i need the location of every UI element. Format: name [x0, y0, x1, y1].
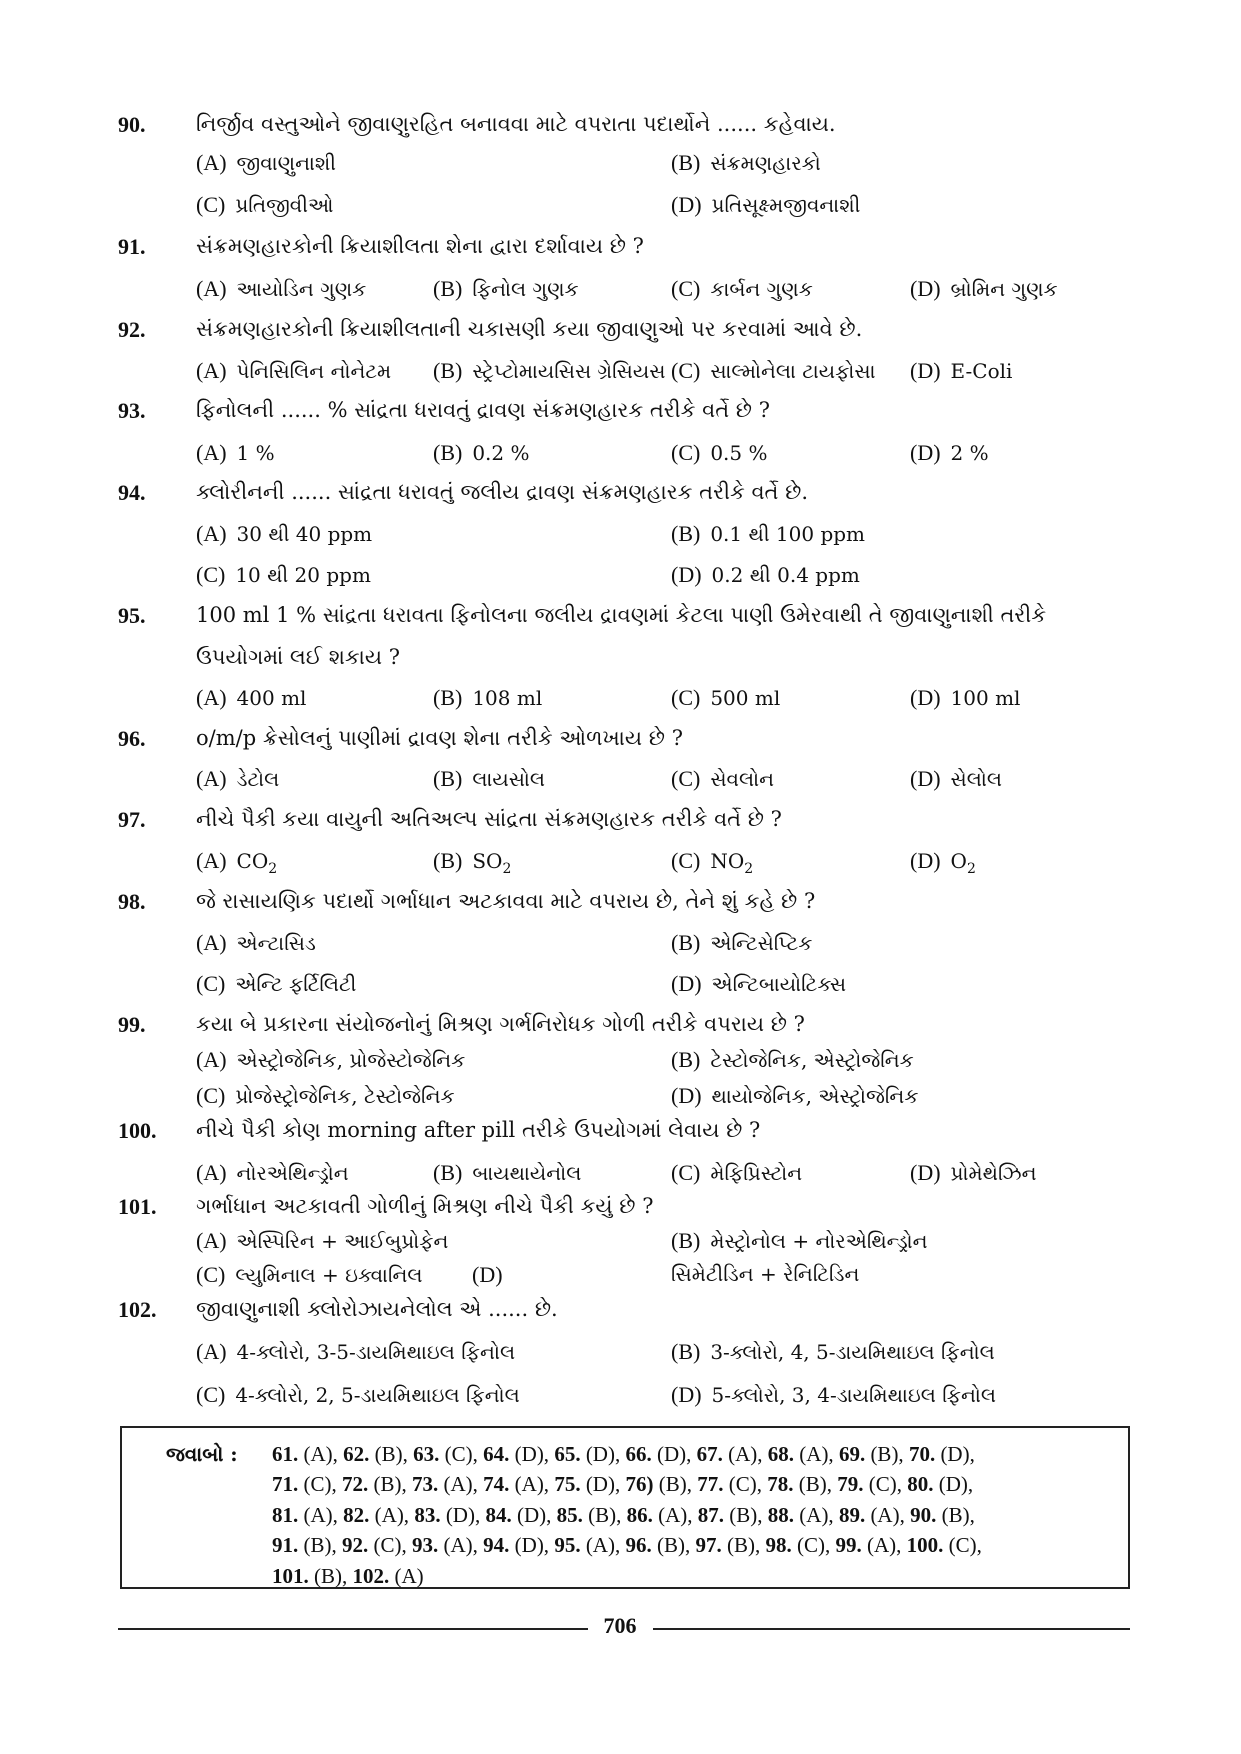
- answer-option: [671, 358, 876, 384]
- option-label: (C): [196, 1083, 226, 1108]
- question-text: જે રાસાયણિક પદાર્થો ગર્ભાધાન અટકાવવા માટે વપરાય છે, તેને શું કહે છે ?: [196, 889, 816, 913]
- option-text: એન્ટાસિડ: [236, 931, 316, 955]
- option-label: (D): [671, 562, 702, 587]
- answer-question-number: 63.: [413, 1442, 440, 1466]
- option-text: એન્ટિબાયોટિક્સ: [711, 972, 847, 996]
- option-text: 100 ml: [950, 686, 1021, 710]
- answer-question-number: 67.: [696, 1442, 723, 1466]
- question-number: 99.: [118, 1012, 146, 1037]
- answer-option: [671, 521, 865, 547]
- option-label: (D): [671, 192, 702, 217]
- answer-choice: (A),: [580, 1533, 626, 1557]
- option-text: 10 થી 20 ppm: [235, 563, 371, 587]
- answer-option: [196, 971, 356, 997]
- option-label: (A): [196, 358, 227, 383]
- answer-question-number: 69.: [838, 1442, 866, 1466]
- option-label: (A): [196, 276, 227, 301]
- option-text: ડેટોલ: [236, 767, 280, 791]
- option-label: (A): [196, 1160, 227, 1185]
- question-number: 102.: [118, 1297, 157, 1322]
- answer-option: [433, 848, 511, 877]
- answer-option: [910, 1160, 1037, 1186]
- answer-question-number: 84.: [485, 1503, 512, 1527]
- option-label: (D): [910, 276, 941, 301]
- answer-choice: (A),: [865, 1503, 911, 1527]
- answer-option: [196, 848, 277, 877]
- option-text: CO: [236, 849, 269, 873]
- answer-option: [671, 930, 812, 956]
- option-label: (A): [196, 766, 227, 791]
- answer-question-number: 75.: [554, 1472, 581, 1496]
- option-label: (A): [196, 930, 227, 955]
- answer-choice: (C),: [368, 1533, 412, 1557]
- answer-option: [910, 276, 1058, 302]
- option-label: (B): [671, 150, 701, 175]
- answer-choice: (A),: [794, 1503, 839, 1527]
- answer-choice: (D),: [651, 1442, 697, 1466]
- answer-question-number: 70.: [908, 1442, 936, 1466]
- option-text: લ્યુમિનાલ + ઇક્વાનિલ: [235, 1263, 423, 1287]
- answer-key-line: [272, 1533, 982, 1558]
- answer-option: [671, 1083, 918, 1109]
- option-text: O: [950, 849, 967, 873]
- answer-option: [671, 1382, 996, 1408]
- answer-option: [196, 1083, 455, 1109]
- answer-option: [196, 562, 371, 588]
- answer-question-number: 86.: [626, 1503, 653, 1527]
- answer-question-number: 68.: [767, 1442, 795, 1466]
- answer-question-number: 81.: [272, 1503, 299, 1527]
- option-label: (C): [671, 358, 701, 383]
- answer-option: [910, 685, 1020, 711]
- answer-choice: (A),: [369, 1503, 415, 1527]
- option-text: 4-ક્લોરો, 2, 5-ડાયમિથાઇલ ફિનોલ: [235, 1383, 520, 1407]
- answer-option: [671, 1160, 802, 1186]
- answer-option: [196, 930, 316, 956]
- option-text: 30 થી 40 ppm: [236, 522, 373, 546]
- option-text: નોરએથિન્ડ્રોન: [236, 1161, 349, 1185]
- answer-choice: (D),: [440, 1503, 486, 1527]
- option-label: (C): [671, 766, 701, 791]
- answer-question-number: 64.: [483, 1442, 510, 1466]
- option-label: (B): [433, 685, 463, 710]
- option-text: એન્ટિ ફર્ટિલિટી: [235, 972, 357, 996]
- option-text: 3-ક્લોરો, 4, 5-ડાયમિથાઇલ ફિનોલ: [710, 1340, 995, 1364]
- answer-question-number: 89.: [838, 1503, 866, 1527]
- option-label: (A): [196, 685, 227, 710]
- option-text: મેસ્ટ્રોનોલ + નોરએથિન્ડ્રોન: [710, 1229, 928, 1253]
- option-text: પ્રોમેથેઝિન: [950, 1161, 1037, 1185]
- option-label: (D): [910, 848, 941, 873]
- option-label: (A): [196, 1047, 227, 1072]
- answer-choice: (A),: [298, 1442, 344, 1466]
- option-label: (C): [196, 562, 226, 587]
- option-label: (D): [910, 766, 941, 791]
- answer-option: [671, 1262, 859, 1286]
- option-label: (A): [196, 1228, 227, 1253]
- answer-choice: (B),: [793, 1472, 838, 1496]
- option-text: 0.1 થી 100 ppm: [710, 522, 866, 546]
- answer-choice: (D),: [509, 1533, 555, 1557]
- option-label: (A): [196, 150, 227, 175]
- answer-key-title: જવાબો :: [166, 1442, 238, 1466]
- option-label: (B): [433, 440, 463, 465]
- answer-option: [671, 1228, 928, 1254]
- answer-question-number: 83.: [414, 1503, 441, 1527]
- option-label: (A): [196, 440, 227, 465]
- answer-choice: (A): [389, 1564, 424, 1588]
- answer-question-number: 94.: [483, 1533, 510, 1557]
- answer-option: [671, 562, 860, 588]
- question-text: નિર્જીવ વસ્તુઓને જીવાણુરહિત બનાવવા માટે વપરાતા પદાર્થોને ...... કહેવાય.: [196, 112, 836, 136]
- answer-question-number: 79.: [837, 1472, 864, 1496]
- option-text: 0.5 %: [710, 441, 768, 465]
- question-number: 96.: [118, 726, 146, 751]
- option-text: આયોડિન ગુણક: [236, 277, 367, 301]
- option-label: (B): [433, 848, 463, 873]
- answer-option: [196, 150, 336, 176]
- answer-question-number: 87.: [697, 1503, 725, 1527]
- question-text: નીચે પૈકી કયા વાયુની અતિઅલ્પ સાંદ્રતા સંક્રમણહારક તરીકે વર્તે છે ?: [196, 807, 782, 831]
- answer-question-number: 80.: [907, 1472, 934, 1496]
- option-label: (B): [671, 1047, 701, 1072]
- option-label: [472, 1262, 513, 1288]
- option-label: (B): [671, 1228, 701, 1253]
- answer-choice: (D),: [509, 1442, 555, 1466]
- page-number: 706: [603, 1613, 637, 1638]
- option-label: (C): [196, 971, 226, 996]
- answer-choice: (D),: [933, 1472, 974, 1496]
- option-label: (D): [910, 685, 941, 710]
- answer-choice: (D),: [511, 1503, 557, 1527]
- answer-question-number: 61.: [272, 1442, 299, 1466]
- option-text: 400 ml: [236, 686, 307, 710]
- answer-option: [671, 1339, 995, 1365]
- answer-question-number: 65.: [554, 1442, 581, 1466]
- answer-choice: (B),: [368, 1472, 412, 1496]
- answer-choice: (C),: [439, 1442, 484, 1466]
- answer-choice: (A),: [652, 1503, 698, 1527]
- answer-option: [671, 848, 753, 877]
- answer-choice: (B),: [724, 1503, 768, 1527]
- option-text: સિમેટીડિન + રેનિટિડિન: [671, 1262, 860, 1286]
- answer-choice: (C),: [943, 1533, 982, 1557]
- option-text: 5-ક્લોરો, 3, 4-ડાયમિથાઇલ ફિનોલ: [711, 1383, 997, 1407]
- option-text: એસ્પિરિન + આઈબુપ્રોફેન: [236, 1229, 449, 1253]
- answer-key-box: [120, 1426, 1130, 1589]
- option-text: પ્રોજેસ્ટ્રોજેનિક, ટેસ્ટોજેનિક: [235, 1084, 455, 1108]
- answer-choice: (A),: [509, 1472, 555, 1496]
- question-text: કયા બે પ્રકારના સંયોજનોનું મિશ્રણ ગર્ભનિરોધક ગોળી તરીકે વપરાય છે ?: [196, 1012, 805, 1036]
- answer-question-number: 96.: [625, 1533, 652, 1557]
- question-text: ક્લોરીનની ...... સાંદ્રતા ધરાવતું જલીય દ્રાવણ સંક્રમણહારક તરીકે વર્તે છે.: [196, 480, 809, 504]
- question-text: સંક્રમણહારકોની ક્રિયાશીલતાની ચકાસણી કયા જીવાણુઓ પર કરવામાં આવે છે.: [196, 317, 863, 341]
- answer-choice: (A),: [298, 1503, 344, 1527]
- subscript: 2: [502, 861, 512, 877]
- answer-option: [196, 192, 333, 218]
- answer-key-line: [272, 1503, 975, 1528]
- answer-option: [433, 276, 579, 302]
- answer-option: [433, 358, 665, 384]
- answer-choice: (A),: [861, 1533, 907, 1557]
- answer-option: [196, 1160, 349, 1186]
- question-text: ગર્ભાધાન અટકાવતી ગોળીનું મિશ્રણ નીચે પૈકી કયું છે ?: [196, 1194, 654, 1218]
- option-text: સેલોલ: [950, 767, 1002, 791]
- answer-choice: (B),: [653, 1472, 698, 1496]
- footer-rule-right: [653, 1628, 1130, 1630]
- option-text: થાયોજેનિક, એસ્ટ્રોજેનિક: [711, 1084, 919, 1108]
- question-text: જીવાણુનાશી ક્લોરોઝાયનેલોલ એ ...... છે.: [196, 1297, 558, 1321]
- question-text: ઉપયોગમાં લઈ શકાય ?: [196, 645, 400, 669]
- answer-question-number: 73.: [412, 1472, 439, 1496]
- answer-choice: (A),: [438, 1533, 484, 1557]
- answer-option: [196, 276, 366, 302]
- question-text: સંક્રમણહારકોની ક્રિયાશીલતા શેના દ્વારા દર્શાવાય છે ?: [196, 234, 644, 258]
- option-text: પ્રતિજીવીઓ: [235, 193, 334, 217]
- option-text: ફિનોલ ગુણક: [472, 277, 579, 301]
- question-text: 100 ml 1 % સાંદ્રતા ધરાવતા ફિનોલના જલીય દ્રાવણમાં કેટલા પાણી ઉમેરવાથી તે જીવાણુનાશી તરીકે: [196, 603, 1047, 627]
- answer-question-number: 90.: [910, 1503, 937, 1527]
- answer-option: [910, 358, 1012, 384]
- option-label: (B): [433, 358, 463, 383]
- option-text: બાયથાયેનોલ: [472, 1161, 582, 1185]
- answer-question-number: 100.: [906, 1533, 944, 1557]
- answer-question-number: 92.: [342, 1533, 369, 1557]
- answer-choice: (B),: [865, 1442, 909, 1466]
- answer-option: [196, 766, 279, 792]
- question-number: 90.: [118, 112, 146, 137]
- answer-option: [671, 192, 860, 218]
- answer-question-number: 91.: [272, 1533, 299, 1557]
- answer-option: [910, 848, 976, 877]
- answer-option: [196, 358, 391, 384]
- answer-question-number: 66.: [625, 1442, 652, 1466]
- answer-choice: (A),: [794, 1442, 839, 1466]
- option-text: કાર્બન ગુણક: [710, 277, 813, 301]
- answer-choice: (B),: [651, 1533, 696, 1557]
- answer-choice: (C),: [863, 1472, 908, 1496]
- question-number: 101.: [118, 1194, 157, 1219]
- answer-choice: (B),: [721, 1533, 766, 1557]
- answer-question-number: 85.: [556, 1503, 583, 1527]
- option-label: (B): [433, 276, 463, 301]
- answer-option: [910, 440, 989, 466]
- question-text: ફિનોલની ...... % સાંદ્રતા ધરાવતું દ્રાવણ સંક્રમણહારક તરીકે વર્તે છે ?: [196, 398, 770, 422]
- answer-option: [196, 1382, 520, 1408]
- answer-question-number: 101.: [272, 1564, 309, 1588]
- option-text: 1 %: [236, 441, 275, 465]
- option-label: (B): [433, 1160, 463, 1185]
- question-text: o/m/p ક્રેસોલનું પાણીમાં દ્રાવણ શેના તરીકે ઓળખાય છે ?: [196, 726, 683, 750]
- answer-choice: (D),: [580, 1472, 626, 1496]
- answer-choice: (D),: [580, 1442, 626, 1466]
- answer-question-number: 76): [625, 1472, 654, 1496]
- option-label: (D): [910, 440, 941, 465]
- answer-question-number: 62.: [343, 1442, 370, 1466]
- option-label: (D): [671, 971, 702, 996]
- footer-rule-left: [118, 1628, 588, 1630]
- answer-question-number: 95.: [554, 1533, 581, 1557]
- option-label: (C): [196, 1382, 226, 1407]
- answer-question-number: 102.: [352, 1564, 390, 1588]
- option-text: સેવલોન: [710, 767, 775, 791]
- option-text: સાલ્મોનેલા ટાયફોસા: [710, 359, 876, 383]
- option-label: (A): [196, 521, 227, 546]
- answer-option: [433, 1160, 581, 1186]
- option-text: જીવાણુનાશી: [236, 151, 337, 175]
- answer-option: [671, 766, 774, 792]
- question-number: 100.: [118, 1118, 157, 1143]
- answer-key-line: [272, 1442, 975, 1467]
- answer-choice: (D),: [935, 1442, 975, 1466]
- option-label: (C): [671, 440, 701, 465]
- question-number: 95.: [118, 603, 146, 628]
- option-text: પ્રતિસૂક્ષ્મજીવનાશી: [711, 193, 861, 217]
- option-text: સંક્રમણહારકો: [710, 151, 821, 175]
- answer-question-number: 98.: [765, 1533, 792, 1557]
- option-label: (D): [671, 1382, 702, 1407]
- option-label: (A): [196, 848, 227, 873]
- option-text: 4-ક્લોરો, 3-5-ડાયમિથાઇલ ફિનોલ: [236, 1340, 516, 1364]
- answer-option: [196, 1262, 423, 1288]
- option-text: 2 %: [950, 441, 989, 465]
- answer-option: [433, 440, 530, 466]
- question-number: 98.: [118, 889, 146, 914]
- option-label: (C): [671, 685, 701, 710]
- answer-option: [671, 685, 780, 711]
- option-text: 500 ml: [710, 686, 781, 710]
- option-label: (B): [433, 766, 463, 791]
- answer-option: [196, 685, 306, 711]
- option-label: (D): [910, 358, 941, 383]
- question-number: 93.: [118, 398, 146, 423]
- answer-option: [910, 766, 1002, 792]
- option-label: (C): [671, 276, 701, 301]
- answer-choice: (B),: [308, 1564, 353, 1588]
- option-text: 108 ml: [472, 686, 543, 710]
- option-text: 0.2 થી 0.4 ppm: [711, 563, 860, 587]
- answer-choice: (C),: [723, 1472, 768, 1496]
- answer-option: [196, 440, 275, 466]
- answer-choice: (B),: [936, 1503, 975, 1527]
- option-label: (D): [671, 1083, 702, 1108]
- answer-question-number: 88.: [767, 1503, 795, 1527]
- subscript: 2: [268, 861, 278, 877]
- answer-option: [433, 766, 545, 792]
- option-label: (B): [671, 930, 701, 955]
- answer-key-line: [272, 1564, 424, 1589]
- option-label: (C): [196, 192, 226, 217]
- answer-question-number: 77.: [697, 1472, 724, 1496]
- answer-choice: (A),: [722, 1442, 768, 1466]
- answer-question-number: 72.: [342, 1472, 369, 1496]
- answer-question-number: 82.: [343, 1503, 370, 1527]
- option-text: NO: [710, 849, 745, 873]
- subscript: 2: [966, 861, 976, 877]
- answer-question-number: 78.: [767, 1472, 794, 1496]
- answer-option: [433, 685, 542, 711]
- answer-question-number: 99.: [835, 1533, 862, 1557]
- option-text: સ્ટ્રેપ્ટોમાયસિસ ગ્રેસિયસ: [472, 359, 666, 383]
- option-label: (B): [671, 1339, 701, 1364]
- answer-choice: (B),: [582, 1503, 627, 1527]
- question-number: 92.: [118, 317, 146, 342]
- answer-option: [671, 150, 821, 176]
- question-number: 97.: [118, 807, 146, 832]
- answer-choice: (B),: [298, 1533, 342, 1557]
- option-text: E-Coli: [950, 359, 1013, 383]
- option-text: 0.2 %: [472, 441, 530, 465]
- answer-choice: (A),: [438, 1472, 484, 1496]
- option-text: લાયસોલ: [472, 767, 546, 791]
- question-number: 94.: [118, 480, 146, 505]
- answer-choice: (B),: [369, 1442, 414, 1466]
- question-text: નીચે પૈકી કોણ morning after pill તરીકે ઉપયોગમાં લેવાય છે ?: [196, 1118, 761, 1142]
- answer-option: [196, 1339, 515, 1365]
- subscript: 2: [744, 861, 754, 877]
- answer-option: [671, 1047, 914, 1073]
- answer-key-line: [272, 1472, 973, 1497]
- option-text: બ્રોમિન ગુણક: [950, 277, 1058, 301]
- answer-option: [671, 276, 813, 302]
- answer-choice: (C),: [298, 1472, 342, 1496]
- answer-option: [671, 440, 768, 466]
- option-text: પેનિસિલિન નોનેટમ: [236, 359, 392, 383]
- option-text: એસ્ટ્રોજેનિક, પ્રોજેસ્ટોજેનિક: [236, 1048, 466, 1072]
- answer-question-number: 71.: [272, 1472, 299, 1496]
- option-label: (D): [472, 1262, 503, 1287]
- option-label: (A): [196, 1339, 227, 1364]
- option-text: મેફિપ્રિસ્ટોન: [710, 1161, 803, 1185]
- option-label: (C): [671, 848, 701, 873]
- option-text: ટેસ્ટોજેનિક, એસ્ટ્રોજેનિક: [710, 1048, 914, 1072]
- question-number: 91.: [118, 234, 146, 259]
- option-text: SO: [472, 849, 503, 873]
- answer-option: [196, 521, 372, 547]
- answer-question-number: 74.: [483, 1472, 510, 1496]
- answer-choice: (C),: [791, 1533, 836, 1557]
- option-label: (C): [671, 1160, 701, 1185]
- option-label: (D): [910, 1160, 941, 1185]
- option-label: (B): [671, 521, 701, 546]
- answer-option: [671, 971, 846, 997]
- answer-question-number: 93.: [412, 1533, 439, 1557]
- answer-option: [196, 1228, 448, 1254]
- answer-question-number: 97.: [695, 1533, 722, 1557]
- option-label: (C): [196, 1262, 226, 1287]
- answer-option: [196, 1047, 465, 1073]
- option-text: એન્ટિસેપ્ટિક: [710, 931, 813, 955]
